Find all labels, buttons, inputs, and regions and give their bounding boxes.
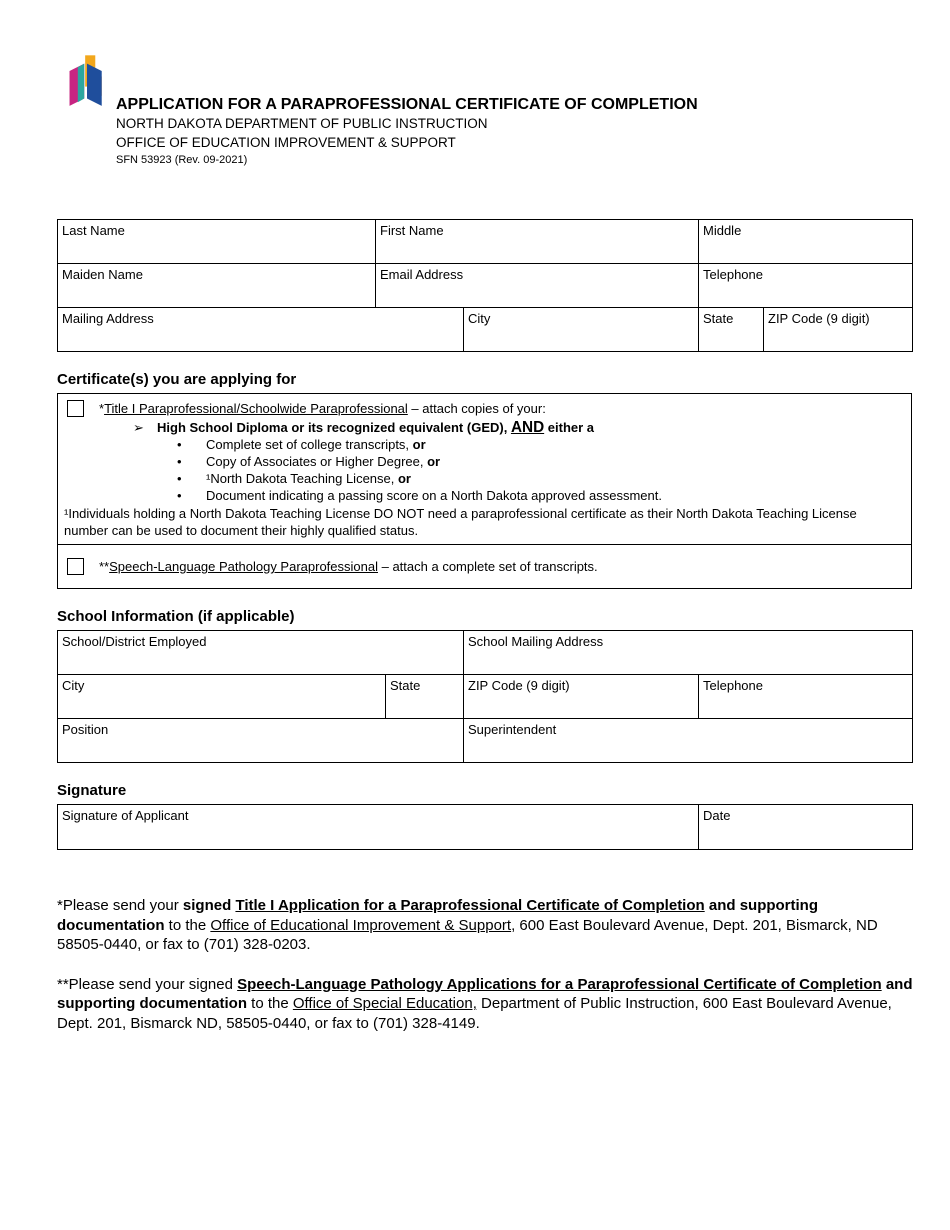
first-name-label: First Name [380, 223, 444, 238]
requirement-bullet [177, 487, 903, 504]
header-text [116, 95, 698, 167]
form-header [57, 55, 912, 167]
signature-table [57, 804, 913, 850]
city-field[interactable] [464, 308, 699, 352]
school-mailing-address-label: School Mailing Address [468, 634, 604, 649]
state-field[interactable] [699, 308, 764, 352]
teaching-license-footnote: ¹Individuals holding a North Dakota Teaching License DO NOT need a paraprofessional certificate as their North Dakota Teaching License number can be used to document their highly qualified status. [64, 506, 857, 538]
school-state-label: State [390, 678, 421, 693]
title1-option-label: *Title I Paraprofessional/Schoolwide Paraprofessional – attach copies of your: [99, 401, 546, 416]
requirement-text: Complete set of college transcripts, or [206, 437, 426, 452]
position-label: Position [62, 722, 109, 737]
signature-heading: Signature [57, 782, 127, 799]
maiden-name-label: Maiden Name [62, 267, 143, 282]
department-name: NORTH DAKOTA DEPARTMENT OF PUBLIC INSTRUCTION [116, 116, 488, 131]
requirement-bullet [177, 436, 903, 453]
diploma-requirement-line [133, 419, 903, 436]
table-row [58, 631, 913, 675]
superintendent-field[interactable] [464, 719, 913, 763]
bullet-icon: • [177, 488, 182, 503]
table-row [58, 220, 913, 264]
bullet-icon: • [177, 471, 182, 486]
table-row [58, 264, 913, 308]
state-label: State [703, 311, 734, 326]
nd-dpi-logo-icon [64, 55, 110, 109]
middle-name-label: Middle [703, 223, 742, 238]
email-label: Email Address [380, 267, 464, 282]
requirement-bullet [177, 453, 903, 470]
applicant-address-row [57, 307, 913, 352]
school-district-label: School/District Employed [62, 634, 207, 649]
school-info-table [57, 630, 913, 763]
requirement-bullet [177, 470, 903, 487]
mailing-address-field[interactable] [58, 308, 464, 352]
table-row [58, 719, 913, 763]
middle-name-field[interactable] [699, 220, 913, 264]
date-label: Date [703, 808, 731, 823]
speech-certificate-option [58, 544, 911, 588]
city-label: City [468, 311, 491, 326]
mailing-address-label: Mailing Address [62, 311, 154, 326]
table-row [58, 805, 913, 850]
school-mailing-address-field[interactable] [464, 631, 913, 675]
school-zip-label: ZIP Code (9 digit) [468, 678, 570, 693]
email-field[interactable] [376, 264, 699, 308]
school-telephone-label: Telephone [703, 678, 763, 693]
telephone-label: Telephone [703, 267, 763, 282]
requirement-text: Document indicating a passing score on a North Dakota approved assessment. [206, 488, 662, 503]
table-row [58, 675, 913, 719]
school-state-field[interactable] [386, 675, 464, 719]
requirement-text: ¹North Dakota Teaching License, or [206, 471, 411, 486]
arrow-bullet-icon: ➢ [133, 420, 144, 435]
signature-of-applicant-field[interactable] [58, 805, 699, 850]
date-field[interactable] [699, 805, 913, 850]
school-city-label: City [62, 678, 85, 693]
superintendent-label: Superintendent [468, 722, 557, 737]
requirement-text: Copy of Associates or Higher Degree, or [206, 454, 441, 469]
certificates-box [57, 393, 912, 589]
telephone-field[interactable] [699, 264, 913, 308]
last-name-field[interactable] [58, 220, 376, 264]
title1-certificate-option [58, 394, 911, 544]
school-district-field[interactable] [58, 631, 464, 675]
signature-of-applicant-label: Signature of Applicant [62, 808, 189, 823]
bullet-icon: • [177, 454, 182, 469]
office-name: OFFICE OF EDUCATION IMPROVEMENT & SUPPORT [116, 134, 456, 150]
applicant-table [57, 219, 913, 308]
school-info-heading: School Information (if applicable) [57, 608, 295, 625]
school-telephone-field[interactable] [699, 675, 913, 719]
bullet-icon: • [177, 437, 182, 452]
school-city-field[interactable] [58, 675, 386, 719]
speech-option-label: **Speech-Language Pathology Paraprofessional – attach a complete set of transcripts. [99, 559, 598, 574]
form-number: SFN 53923 (Rev. 09-2021) [116, 154, 248, 166]
speech-checkbox[interactable] [67, 558, 84, 575]
zip-field[interactable] [764, 308, 913, 352]
school-zip-field[interactable] [464, 675, 699, 719]
diploma-requirement-text: High School Diploma or its recognized equivalent (GED), AND either a [157, 419, 595, 436]
form-title: APPLICATION FOR A PARAPROFESSIONAL CERTIFICATE OF COMPLETION [116, 96, 698, 113]
certificates-heading: Certificate(s) you are applying for [57, 371, 297, 388]
title1-mailing-instructions: *Please send your signed Title I Application for a Paraprofessional Certificate of Completion and supporting documentation to the Office of Educational Improvement & Support, 600 East Boulevard Avenue, Dept. 201, Bismarck, ND 58505-0440, or fax to (701) 328-0203. [57, 897, 878, 953]
first-name-field[interactable] [376, 220, 699, 264]
position-field[interactable] [58, 719, 464, 763]
title1-checkbox[interactable] [67, 400, 84, 417]
mailing-instructions [57, 896, 915, 1033]
maiden-name-field[interactable] [58, 264, 376, 308]
last-name-label: Last Name [62, 223, 125, 238]
zip-label: ZIP Code (9 digit) [768, 311, 870, 326]
speech-mailing-instructions: **Please send your signed Speech-Language Pathology Applications for a Paraprofessional Certificate of Completion and supporting documentation to the Office of Special Education, Department of Public Instruction, 600 East Boulevard Avenue, Dept. 201, Bismarck ND, 58505-0440, or fax to (701) 328-4149. [57, 975, 913, 1032]
title1-check-line [63, 399, 903, 417]
table-row [58, 308, 913, 352]
